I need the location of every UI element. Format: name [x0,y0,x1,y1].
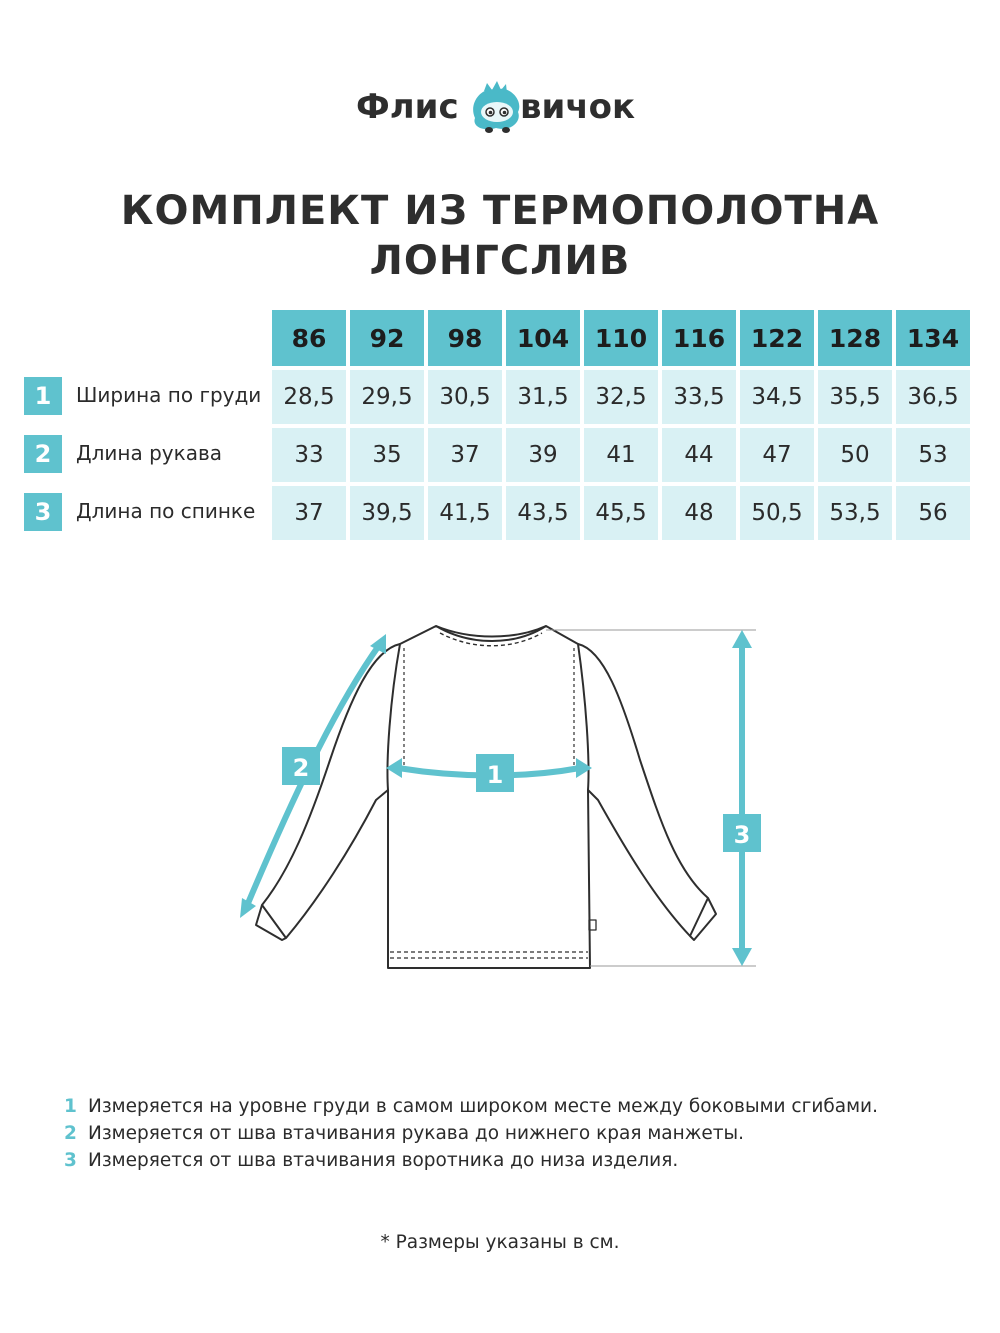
table-cell: 33 [272,428,346,482]
units-footnote: * Размеры указаны в см. [380,1232,620,1253]
longsleeve-outline [256,626,716,968]
brand-logo [0,78,1000,138]
marker-label-2: 2 [292,754,310,782]
size-header: 134 [896,310,970,366]
measurement-note [64,1123,744,1144]
table-cell: 48 [662,486,736,540]
measurement-note [64,1096,878,1117]
table-cell: 50,5 [740,486,814,540]
table-cell: 47 [740,428,814,482]
table-cell: 44 [662,428,736,482]
size-header: 122 [740,310,814,366]
table-cell: 32,5 [584,370,658,424]
table-cell: 34,5 [740,370,814,424]
note-text: Измеряется на уровне груди в самом широком месте между боковыми сгибами. [88,1096,878,1117]
size-header: 92 [350,310,424,366]
brand-name-left: Флис [356,87,459,127]
size-header: 128 [818,310,892,366]
table-cell: 53 [896,428,970,482]
brand-name-right: вичок [520,87,636,127]
mascot-icon [473,81,519,133]
size-header: 86 [272,310,346,366]
table-cell: 35 [350,428,424,482]
row-label: Ширина по груди [76,383,262,407]
row-number-badge: 1 [24,377,62,415]
back-length-arrow [732,630,752,966]
table-cell: 29,5 [350,370,424,424]
table-cell: 35,5 [818,370,892,424]
table-cell: 28,5 [272,370,346,424]
table-cell: 31,5 [506,370,580,424]
size-header: 110 [584,310,658,366]
table-cell: 37 [428,428,502,482]
size-header: 116 [662,310,736,366]
row-number-badge: 2 [24,435,62,473]
table-cell: 41,5 [428,486,502,540]
marker-label-3: 3 [733,821,751,849]
table-cell: 37 [272,486,346,540]
table-cell: 43,5 [506,486,580,540]
table-cell: 33,5 [662,370,736,424]
measurement-note [64,1150,678,1171]
note-number: 1 [64,1096,77,1117]
note-number: 3 [64,1150,77,1171]
note-text: Измеряется от шва втачивания воротника до низа изделия. [88,1150,679,1171]
table-cell: 56 [896,486,970,540]
page-title-line2: ЛОНГСЛИВ [369,238,631,284]
table-cell: 39 [506,428,580,482]
table-cell: 30,5 [428,370,502,424]
size-header: 104 [506,310,580,366]
table-cell: 50 [818,428,892,482]
table-cell: 53,5 [818,486,892,540]
row-number-badge: 3 [24,493,62,531]
page-title-line1: КОМПЛЕКТ ИЗ ТЕРМОПОЛОТНА [120,188,880,234]
marker-label-1: 1 [486,761,504,789]
note-number: 2 [64,1123,77,1144]
longsleeve-diagram [0,600,1000,1000]
table-cell: 41 [584,428,658,482]
row-label: Длина рукава [76,441,223,465]
size-header: 98 [428,310,502,366]
note-text: Измеряется от шва втачивания рукава до нижнего края манжеты. [88,1123,745,1144]
row-label: Длина по спинке [76,499,256,523]
table-cell: 36,5 [896,370,970,424]
table-cell: 45,5 [584,486,658,540]
table-cell: 39,5 [350,486,424,540]
